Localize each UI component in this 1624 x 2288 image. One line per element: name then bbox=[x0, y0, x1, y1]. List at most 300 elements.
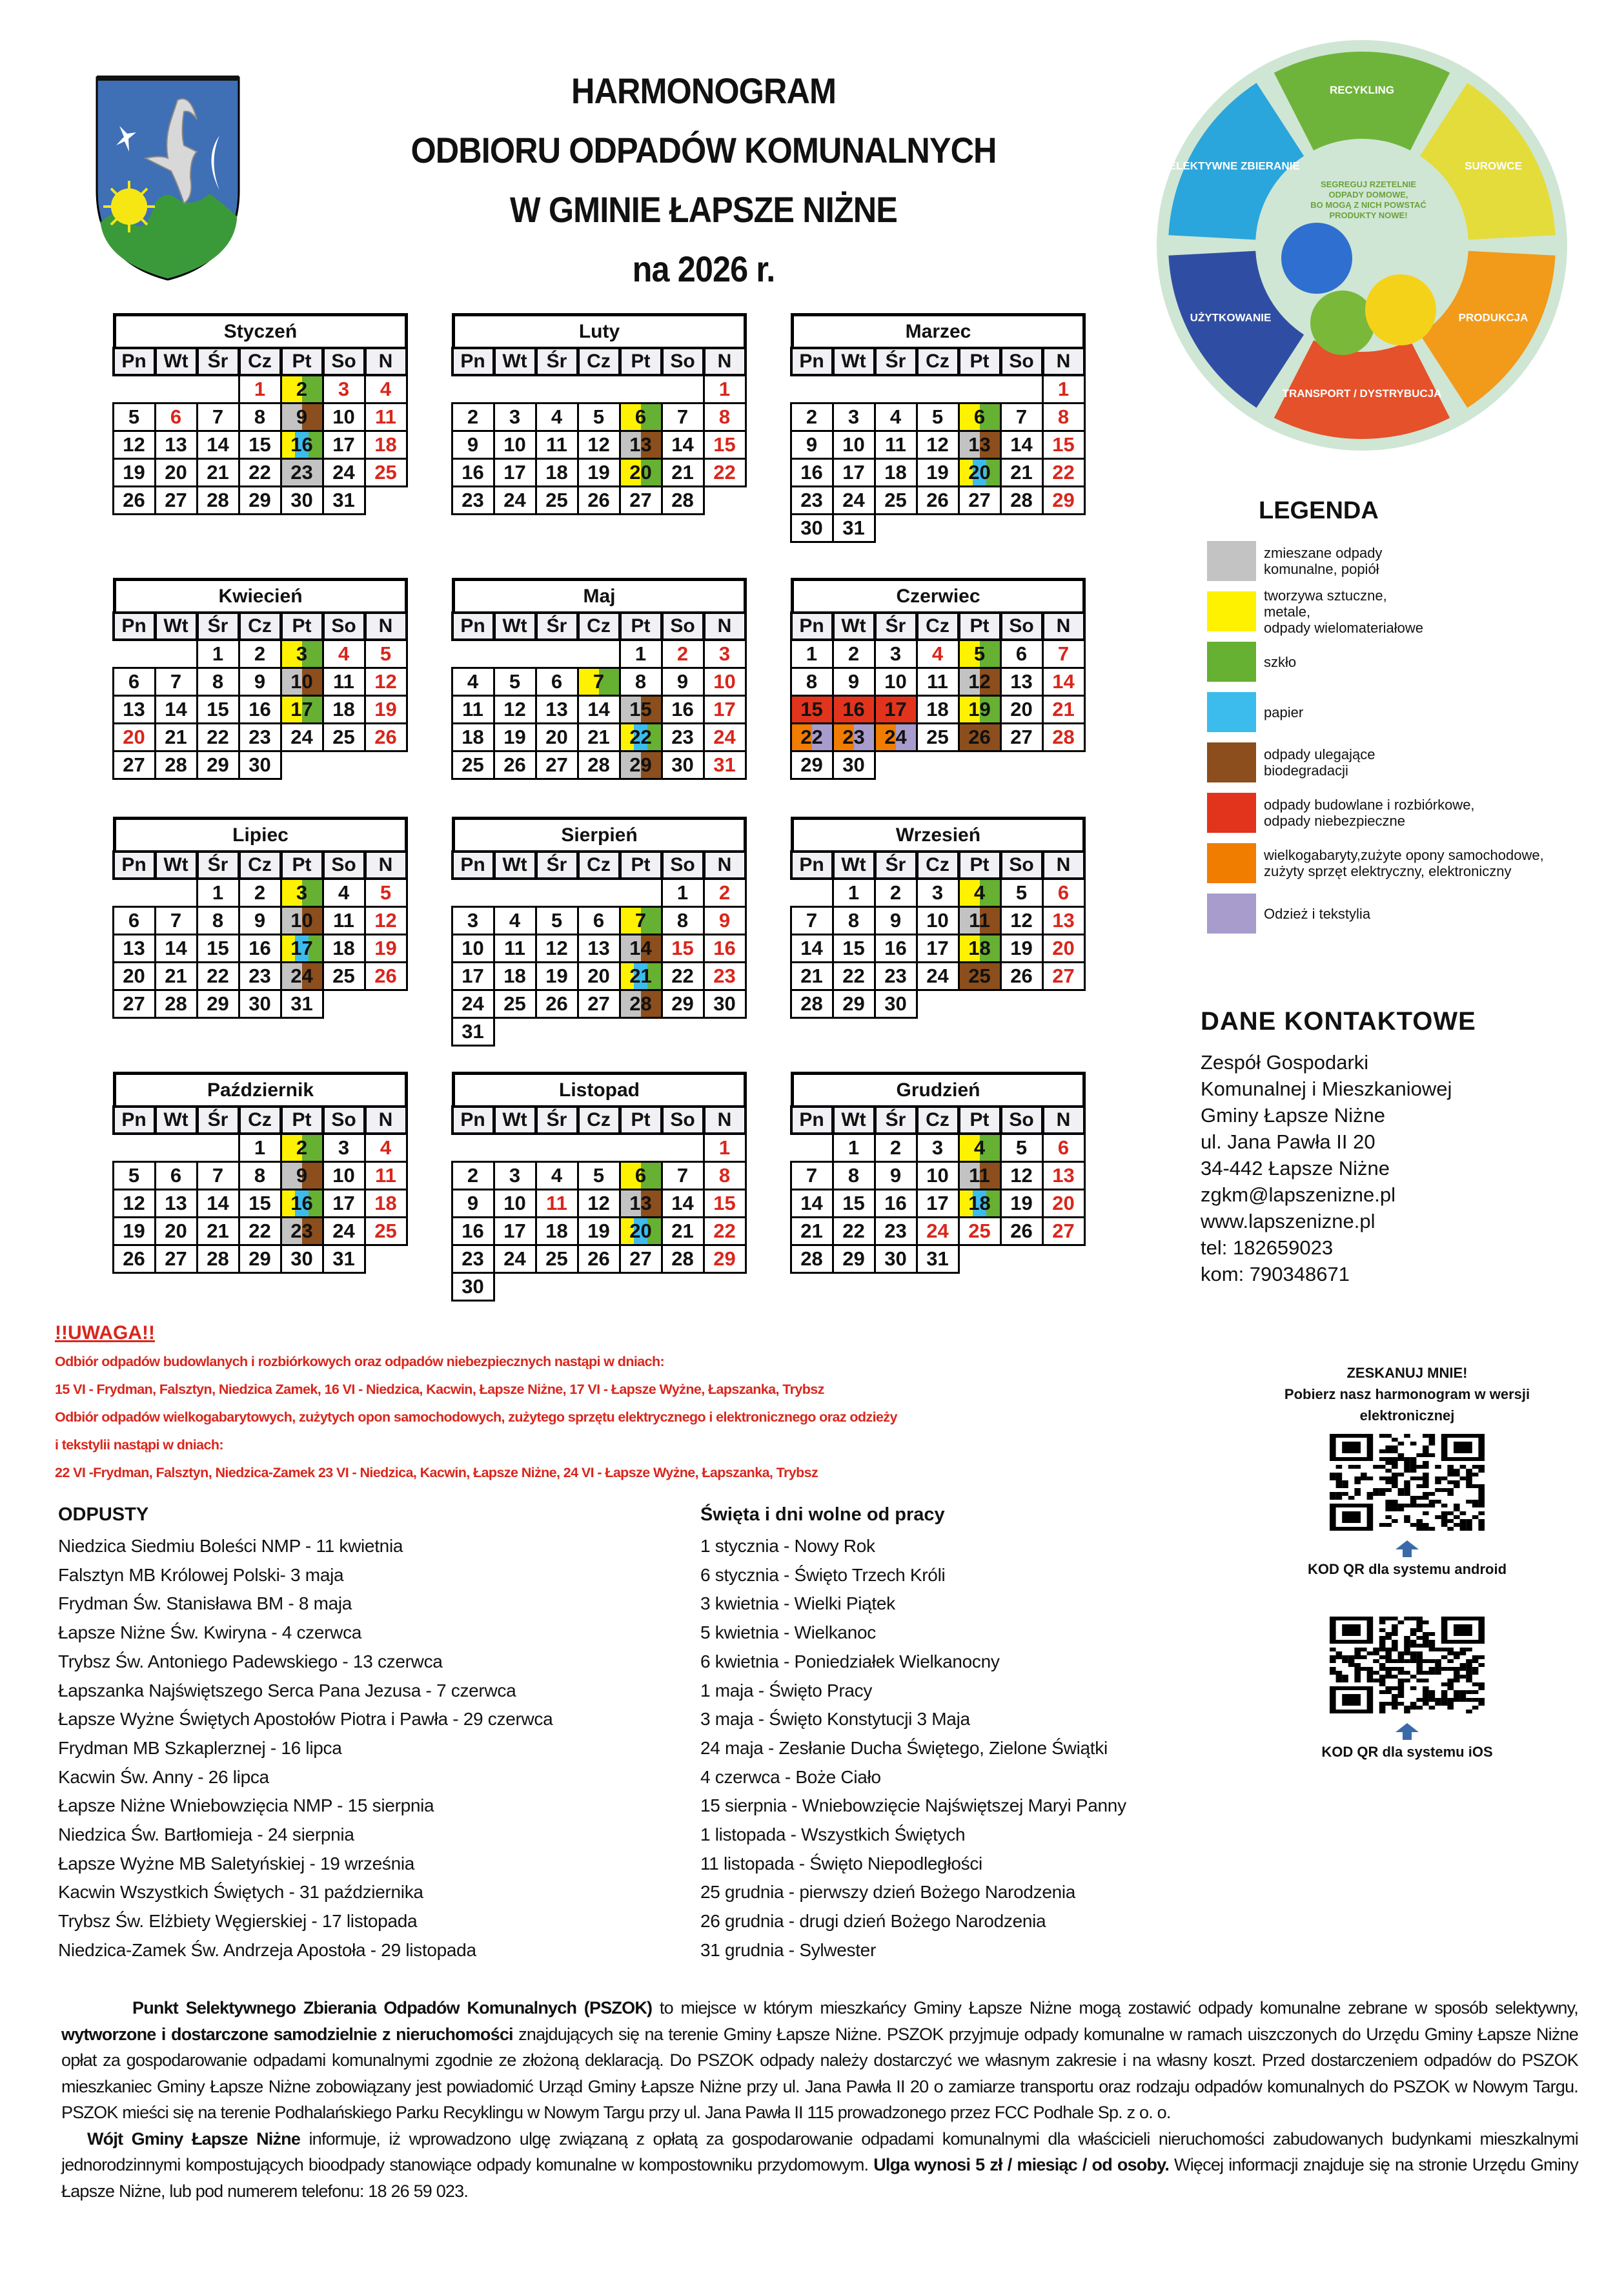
day-number: 12 bbox=[1010, 908, 1033, 932]
day-cell bbox=[196, 934, 240, 963]
empty-cell bbox=[577, 374, 621, 404]
day-number: 16 bbox=[290, 433, 313, 456]
qr-code-android[interactable] bbox=[1330, 1434, 1485, 1531]
weekday-header: Śr bbox=[535, 611, 579, 641]
cycle-segment-title: SELEKTYWNE ZBIERANIE bbox=[1161, 159, 1300, 172]
legend-label-line: papier bbox=[1264, 704, 1304, 720]
day-cell bbox=[535, 1244, 579, 1274]
legend-item bbox=[1188, 587, 1607, 636]
day-cell bbox=[832, 485, 876, 515]
empty-cell bbox=[874, 374, 918, 404]
day-number: 20 bbox=[123, 964, 145, 987]
day-number: 14 bbox=[207, 433, 229, 456]
month-1 bbox=[452, 313, 747, 514]
day-number: 17 bbox=[884, 697, 907, 720]
day-cell bbox=[1000, 906, 1044, 935]
day-number: 13 bbox=[968, 433, 991, 456]
day-cell bbox=[619, 1189, 663, 1218]
day-number: 2 bbox=[296, 1136, 308, 1159]
day-number: 3 bbox=[718, 642, 731, 665]
empty-cell bbox=[790, 374, 834, 404]
day-number: 18 bbox=[374, 1191, 397, 1214]
weekday-header: N bbox=[703, 347, 747, 376]
day-number: 11 bbox=[546, 433, 567, 456]
month-name: Kwiecień bbox=[113, 578, 408, 612]
odpust-item: Niedzica Św. Bartłomieja - 24 sierpnia bbox=[58, 1824, 354, 1845]
day-number: 13 bbox=[123, 936, 145, 959]
weekday-header: Śr bbox=[196, 347, 240, 376]
day-cell bbox=[322, 639, 366, 669]
empty-cell bbox=[790, 1133, 834, 1163]
day-number: 8 bbox=[634, 669, 647, 693]
day-number: 19 bbox=[123, 460, 145, 484]
day-cell bbox=[958, 485, 1002, 515]
legend-item bbox=[1188, 688, 1607, 737]
day-cell bbox=[790, 667, 834, 697]
empty-cell bbox=[619, 878, 663, 908]
day-number: 26 bbox=[1010, 964, 1033, 987]
month-name: Czerwiec bbox=[791, 578, 1086, 612]
odpust-item: Łapsze Wyżne Świętych Apostołów Piotra i Pawła - 29 czerwca bbox=[58, 1709, 553, 1730]
day-cell bbox=[874, 402, 918, 432]
day-number: 24 bbox=[713, 725, 736, 748]
odpust-item: Łapsze Niżne Św. Kwiryna - 4 czerwca bbox=[58, 1622, 362, 1643]
day-number: 17 bbox=[332, 433, 355, 456]
day-number: 2 bbox=[676, 642, 689, 665]
day-number: 25 bbox=[332, 725, 355, 748]
day-number: 8 bbox=[212, 908, 224, 932]
day-number: 28 bbox=[800, 1247, 823, 1270]
day-cell bbox=[874, 934, 918, 963]
legend-swatch bbox=[1207, 642, 1256, 682]
contact-info bbox=[1201, 1007, 1601, 1287]
day-cell bbox=[238, 402, 282, 432]
month-name: Sierpień bbox=[452, 817, 747, 851]
legend bbox=[1188, 497, 1607, 939]
day-cell bbox=[832, 1244, 876, 1274]
day-cell bbox=[154, 402, 198, 432]
day-number: 7 bbox=[593, 669, 605, 693]
day-number: 15 bbox=[842, 936, 865, 959]
day-cell bbox=[703, 430, 747, 460]
day-cell bbox=[112, 722, 156, 752]
day-cell bbox=[874, 485, 918, 515]
weekday-header: Śr bbox=[196, 850, 240, 880]
day-number: 28 bbox=[800, 992, 823, 1015]
day-cell bbox=[703, 906, 747, 935]
weekday-header: Pn bbox=[112, 850, 156, 880]
day-number: 6 bbox=[634, 1163, 647, 1187]
day-number: 12 bbox=[926, 433, 949, 456]
empty-cell bbox=[493, 639, 537, 669]
day-number: 6 bbox=[551, 669, 563, 693]
day-number: 9 bbox=[467, 1191, 479, 1214]
day-cell bbox=[364, 1216, 408, 1246]
day-number: 23 bbox=[290, 1219, 313, 1242]
day-cell bbox=[832, 667, 876, 697]
day-cell bbox=[790, 934, 834, 963]
month-name: Wrzesień bbox=[791, 817, 1086, 851]
day-cell bbox=[535, 1216, 579, 1246]
day-cell bbox=[322, 374, 366, 404]
day-number: 29 bbox=[671, 992, 694, 1015]
legend-label bbox=[1264, 906, 1370, 922]
odpust-item: Trybsz Św. Elżbiety Węgierskiej - 17 listopada bbox=[58, 1911, 418, 1932]
day-number: 22 bbox=[249, 460, 271, 484]
website-link[interactable]: www.lapszenizne.pl bbox=[1201, 1210, 1375, 1232]
day-number: 28 bbox=[165, 992, 187, 1015]
day-number: 26 bbox=[374, 725, 397, 748]
day-cell bbox=[874, 989, 918, 1019]
day-number: 17 bbox=[290, 936, 313, 959]
day-cell bbox=[364, 402, 408, 432]
day-cell bbox=[238, 485, 282, 515]
day-cell bbox=[916, 485, 960, 515]
day-cell bbox=[790, 513, 834, 543]
weekday-header: Śr bbox=[196, 1105, 240, 1135]
day-cell bbox=[112, 485, 156, 515]
day-number: 3 bbox=[509, 405, 521, 428]
day-number: 16 bbox=[884, 1191, 907, 1214]
day-cell bbox=[535, 667, 579, 697]
day-cell bbox=[790, 1189, 834, 1218]
day-cell bbox=[661, 639, 705, 669]
day-cell bbox=[832, 750, 876, 780]
day-cell bbox=[1000, 934, 1044, 963]
weekday-header: Wt bbox=[154, 1105, 198, 1135]
day-number: 8 bbox=[718, 1163, 731, 1187]
day-cell bbox=[451, 402, 495, 432]
day-number: 25 bbox=[545, 488, 568, 511]
day-number: 11 bbox=[333, 908, 354, 932]
odpust-item: Frydman MB Szkaplerznej - 16 lipca bbox=[58, 1737, 342, 1758]
day-number: 15 bbox=[629, 697, 652, 720]
day-cell bbox=[238, 878, 282, 908]
day-number: 23 bbox=[462, 1247, 484, 1270]
day-cell bbox=[1000, 1161, 1044, 1190]
day-number: 24 bbox=[290, 964, 313, 987]
day-cell bbox=[619, 639, 663, 669]
day-number: 10 bbox=[713, 669, 736, 693]
day-number: 12 bbox=[1010, 1163, 1033, 1187]
day-cell bbox=[535, 695, 579, 724]
weekday-header: Śr bbox=[535, 347, 579, 376]
day-number: 5 bbox=[128, 405, 140, 428]
legend-label-line: odpady budowlane i rozbiórkowe, bbox=[1264, 797, 1475, 813]
day-number: 22 bbox=[800, 725, 823, 748]
day-cell bbox=[451, 458, 495, 487]
day-cell bbox=[196, 906, 240, 935]
odpusty-title: ODPUSTY bbox=[58, 1504, 149, 1525]
day-number: 3 bbox=[509, 1163, 521, 1187]
day-number: 15 bbox=[671, 936, 694, 959]
day-number: 26 bbox=[123, 488, 145, 511]
day-number: 12 bbox=[503, 697, 526, 720]
holiday-item: 15 sierpnia - Wniebowzięcie Najświętszej Maryi Panny bbox=[700, 1795, 1126, 1816]
weekday-header: Pn bbox=[451, 347, 495, 376]
day-cell bbox=[112, 667, 156, 697]
day-number: 23 bbox=[249, 964, 271, 987]
day-cell bbox=[1042, 374, 1086, 404]
day-cell bbox=[364, 639, 408, 669]
day-cell bbox=[451, 1272, 495, 1302]
empty-cell bbox=[661, 1133, 705, 1163]
month-11 bbox=[791, 1072, 1086, 1272]
day-cell bbox=[790, 458, 834, 487]
legend-swatch bbox=[1207, 742, 1256, 782]
day-number: 25 bbox=[968, 1219, 991, 1242]
day-number: 3 bbox=[338, 1136, 350, 1159]
notice-line: Odbiór odpadów wielkogabarytowych, zużytych opon samochodowych, zużytego sprzętu elektrycznego i elektronicznego oraz odzieży bbox=[55, 1409, 897, 1425]
day-number: 19 bbox=[545, 964, 568, 987]
day-cell bbox=[958, 458, 1002, 487]
holiday-item: 3 kwietnia - Wielki Piątek bbox=[700, 1593, 895, 1614]
legend-item bbox=[1188, 738, 1607, 787]
day-cell bbox=[364, 722, 408, 752]
day-number: 2 bbox=[806, 405, 818, 428]
weekday-header: Śr bbox=[535, 850, 579, 880]
day-cell bbox=[958, 639, 1002, 669]
day-cell bbox=[790, 961, 834, 991]
day-number: 2 bbox=[254, 642, 266, 665]
day-cell bbox=[364, 430, 408, 460]
day-cell bbox=[280, 906, 324, 935]
day-number: 11 bbox=[504, 936, 525, 959]
day-cell bbox=[112, 458, 156, 487]
yellow-mascot-icon bbox=[1365, 274, 1436, 345]
day-number: 10 bbox=[290, 669, 313, 693]
holiday-item: 24 maja - Zesłanie Ducha Świętego, Zielone Świątki bbox=[700, 1737, 1108, 1758]
day-cell bbox=[238, 989, 282, 1019]
day-cell bbox=[1000, 485, 1044, 515]
day-number: 12 bbox=[123, 1191, 145, 1214]
day-number: 1 bbox=[848, 881, 860, 904]
day-number: 3 bbox=[296, 881, 308, 904]
day-number: 9 bbox=[806, 433, 818, 456]
day-number: 19 bbox=[1010, 1191, 1033, 1214]
day-cell bbox=[661, 458, 705, 487]
day-cell bbox=[916, 1161, 960, 1190]
day-number: 14 bbox=[207, 1191, 229, 1214]
month-6 bbox=[113, 817, 408, 1017]
empty-cell bbox=[451, 878, 495, 908]
legend-label bbox=[1264, 654, 1296, 670]
weekday-header: Wt bbox=[832, 611, 876, 641]
day-cell bbox=[196, 667, 240, 697]
day-cell bbox=[196, 485, 240, 515]
day-number: 12 bbox=[968, 669, 991, 693]
day-number: 8 bbox=[848, 908, 860, 932]
day-number: 26 bbox=[545, 992, 568, 1015]
day-cell bbox=[154, 695, 198, 724]
day-cell bbox=[364, 667, 408, 697]
day-cell bbox=[196, 878, 240, 908]
day-cell bbox=[238, 750, 282, 780]
day-number: 9 bbox=[254, 908, 266, 932]
page-title bbox=[278, 61, 1130, 299]
day-number: 30 bbox=[884, 992, 907, 1015]
email-link[interactable]: zgkm@lapszenizne.pl bbox=[1201, 1183, 1396, 1206]
weekday-header: So bbox=[661, 611, 705, 641]
day-number: 12 bbox=[374, 908, 397, 932]
day-cell bbox=[916, 402, 960, 432]
day-cell bbox=[112, 1216, 156, 1246]
day-number: 8 bbox=[718, 405, 731, 428]
day-cell bbox=[790, 695, 834, 724]
month-2 bbox=[791, 313, 1086, 542]
empty-cell bbox=[832, 374, 876, 404]
day-number: 21 bbox=[165, 725, 187, 748]
day-number: 20 bbox=[1010, 697, 1033, 720]
legend-swatch bbox=[1207, 793, 1256, 833]
day-cell bbox=[832, 458, 876, 487]
day-number: 1 bbox=[212, 642, 224, 665]
day-number: 6 bbox=[1057, 881, 1070, 904]
day-number: 8 bbox=[254, 405, 266, 428]
day-number: 26 bbox=[587, 1247, 610, 1270]
day-cell bbox=[280, 989, 324, 1019]
day-number: 28 bbox=[1010, 488, 1033, 511]
day-cell bbox=[280, 639, 324, 669]
weekday-header: So bbox=[322, 347, 366, 376]
day-cell bbox=[958, 667, 1002, 697]
weekday-header: N bbox=[1042, 850, 1086, 880]
ulga-bold: Ulga wynosi 5 zł / miesiąc / od osoby. bbox=[873, 2155, 1170, 2174]
day-number: 22 bbox=[1052, 460, 1075, 484]
day-number: 2 bbox=[848, 642, 860, 665]
day-cell bbox=[280, 1244, 324, 1274]
day-number: 18 bbox=[462, 725, 484, 748]
day-cell bbox=[661, 1244, 705, 1274]
day-cell bbox=[493, 906, 537, 935]
day-number: 20 bbox=[165, 1219, 187, 1242]
day-cell bbox=[238, 1244, 282, 1274]
day-number: 24 bbox=[290, 725, 313, 748]
day-number: 16 bbox=[462, 1219, 484, 1242]
day-cell bbox=[280, 1216, 324, 1246]
day-cell bbox=[238, 667, 282, 697]
day-number: 27 bbox=[629, 488, 652, 511]
legend-label bbox=[1264, 704, 1303, 720]
day-cell bbox=[958, 878, 1002, 908]
day-cell bbox=[451, 1189, 495, 1218]
day-number: 15 bbox=[800, 697, 823, 720]
day-number: 4 bbox=[338, 642, 350, 665]
day-cell bbox=[832, 1133, 876, 1163]
day-cell bbox=[790, 1161, 834, 1190]
day-cell bbox=[451, 722, 495, 752]
day-cell bbox=[238, 695, 282, 724]
day-cell bbox=[280, 1161, 324, 1190]
day-cell bbox=[703, 934, 747, 963]
legend-label bbox=[1264, 746, 1375, 779]
weekday-header: Pn bbox=[451, 850, 495, 880]
day-number: 4 bbox=[931, 642, 944, 665]
weekday-header: Wt bbox=[154, 347, 198, 376]
notice-line: Odbiór odpadów budowlanych i rozbiórkowych oraz odpadów niebezpiecznych nastąpi w dniach: bbox=[55, 1354, 665, 1369]
day-cell bbox=[703, 1216, 747, 1246]
day-number: 14 bbox=[587, 697, 610, 720]
day-cell bbox=[958, 722, 1002, 752]
day-cell bbox=[874, 430, 918, 460]
day-number: 24 bbox=[842, 488, 865, 511]
day-cell bbox=[154, 430, 198, 460]
day-cell bbox=[661, 934, 705, 963]
day-number: 11 bbox=[375, 405, 396, 428]
day-cell bbox=[364, 458, 408, 487]
weekday-header: Wt bbox=[832, 850, 876, 880]
day-number: 21 bbox=[1052, 697, 1075, 720]
title-line-2: ODBIORU ODPADÓW KOMUNALNYCH bbox=[411, 130, 997, 170]
day-number: 24 bbox=[884, 725, 907, 748]
day-cell bbox=[493, 1161, 537, 1190]
day-cell bbox=[154, 722, 198, 752]
legend-swatch bbox=[1207, 541, 1256, 581]
day-cell bbox=[322, 485, 366, 515]
day-cell bbox=[1000, 639, 1044, 669]
day-number: 23 bbox=[462, 488, 484, 511]
day-number: 13 bbox=[587, 936, 610, 959]
day-number: 10 bbox=[926, 908, 949, 932]
legend-item bbox=[1188, 889, 1607, 938]
day-number: 1 bbox=[212, 881, 224, 904]
day-number: 28 bbox=[671, 1247, 694, 1270]
day-cell bbox=[322, 695, 366, 724]
day-cell bbox=[958, 695, 1002, 724]
day-cell bbox=[280, 961, 324, 991]
legend-item bbox=[1188, 637, 1607, 686]
qr-section bbox=[1213, 1362, 1601, 1761]
day-cell bbox=[154, 458, 198, 487]
day-cell bbox=[112, 695, 156, 724]
day-cell bbox=[790, 722, 834, 752]
day-number: 30 bbox=[462, 1274, 484, 1298]
day-cell bbox=[832, 513, 876, 543]
day-cell bbox=[832, 989, 876, 1019]
holiday-item: 1 listopada - Wszystkich Świętych bbox=[700, 1824, 966, 1845]
day-number: 13 bbox=[123, 697, 145, 720]
day-cell bbox=[322, 1189, 366, 1218]
day-cell bbox=[832, 722, 876, 752]
weekday-header: So bbox=[1000, 611, 1044, 641]
qr-code-ios[interactable] bbox=[1330, 1617, 1485, 1713]
day-cell bbox=[790, 485, 834, 515]
day-number: 16 bbox=[671, 697, 694, 720]
day-number: 13 bbox=[165, 1191, 187, 1214]
day-number: 5 bbox=[593, 405, 605, 428]
day-cell bbox=[577, 906, 621, 935]
day-number: 3 bbox=[931, 881, 944, 904]
day-number: 3 bbox=[848, 405, 860, 428]
arrow-up-icon bbox=[1396, 1540, 1419, 1549]
day-cell bbox=[832, 430, 876, 460]
day-cell bbox=[577, 961, 621, 991]
legend-label-line: odpady ulegające bbox=[1264, 746, 1375, 762]
day-number: 25 bbox=[462, 753, 484, 776]
day-cell bbox=[577, 695, 621, 724]
day-cell bbox=[322, 961, 366, 991]
holidays-list bbox=[700, 1504, 1230, 1965]
day-cell bbox=[112, 906, 156, 935]
day-number: 14 bbox=[671, 1191, 694, 1214]
day-cell bbox=[493, 722, 537, 752]
weekday-header: Śr bbox=[874, 1105, 918, 1135]
day-number: 18 bbox=[545, 460, 568, 484]
day-cell bbox=[451, 1216, 495, 1246]
day-number: 31 bbox=[926, 1247, 949, 1270]
day-cell bbox=[154, 1216, 198, 1246]
month-name: Listopad bbox=[452, 1072, 747, 1106]
